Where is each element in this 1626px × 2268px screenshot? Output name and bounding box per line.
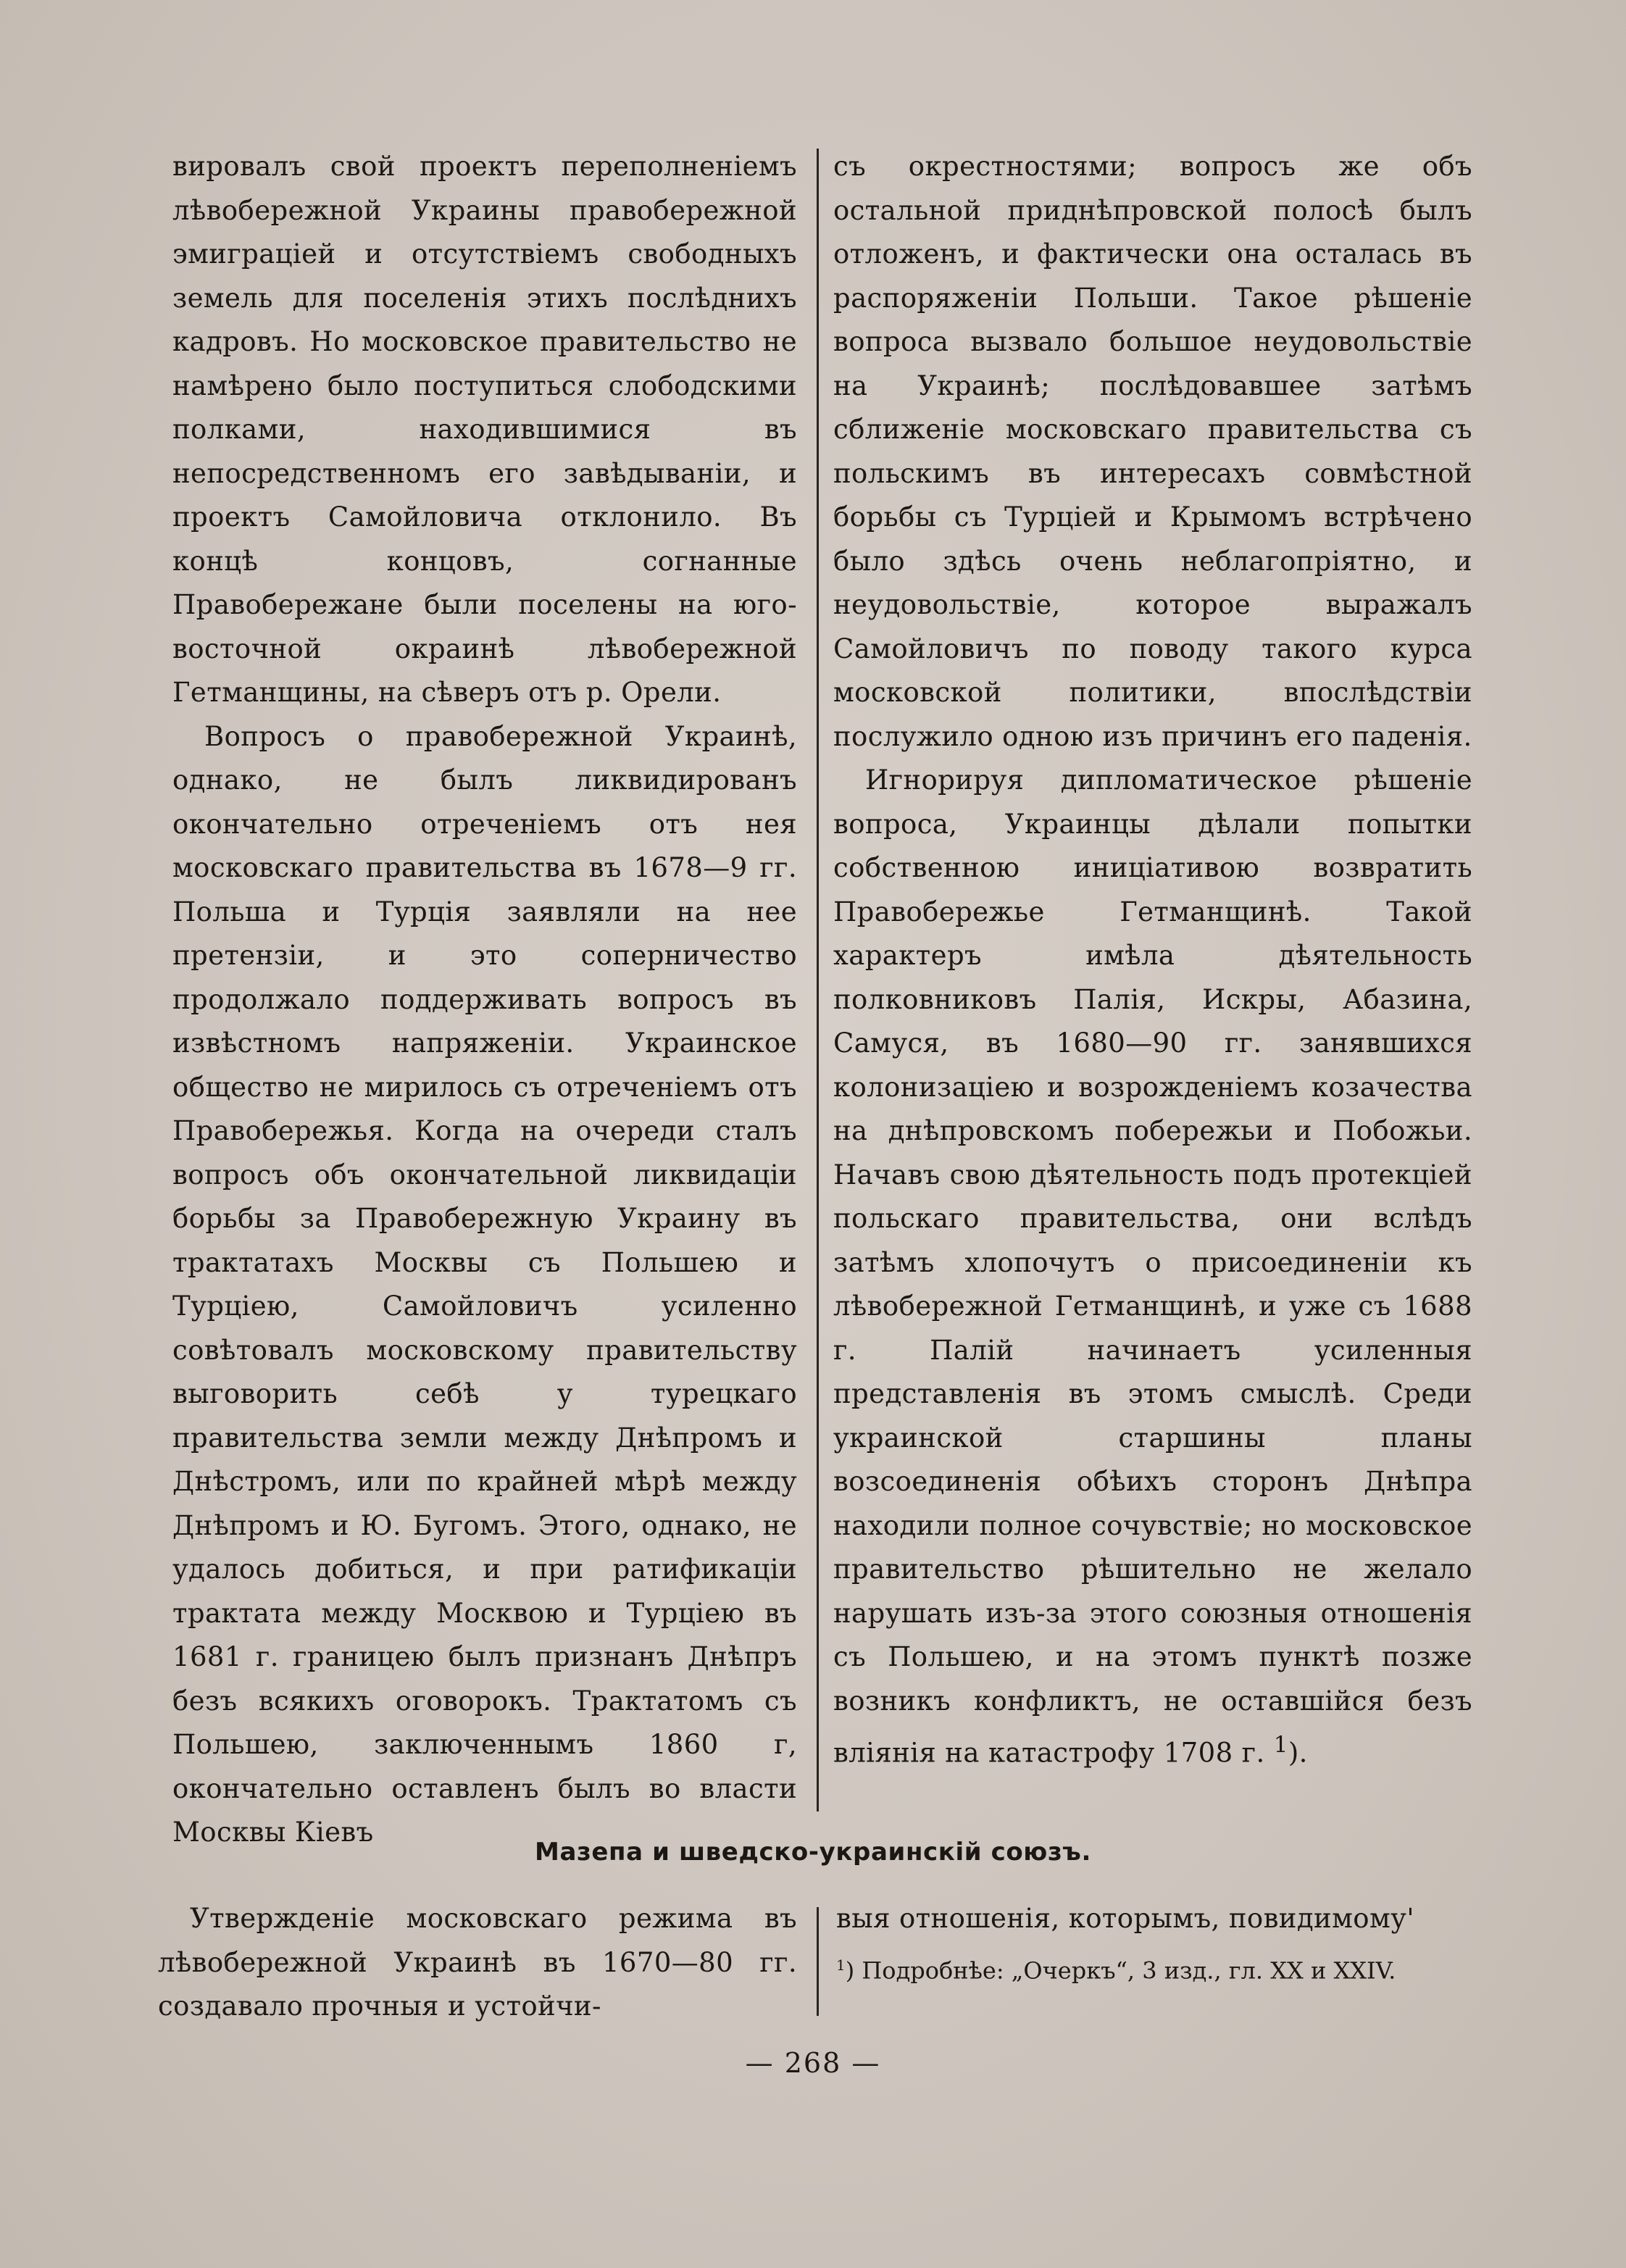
column-divider-top [817, 149, 819, 1812]
right-column [833, 145, 1472, 1775]
bottom-right-paragraph: выя отношенія, которымъ, повидимому' [836, 1903, 1414, 1934]
left-column [172, 145, 797, 1855]
right-paragraph-1: съ окрестностями; вопросъ же объ остальной приднѣпровской полосѣ былъ отложенъ, и фактически она осталась въ распоряженіи Польши. Такое рѣшеніе вопроса вызвало большое неудовольствіе на Украинѣ; послѣдовавшее затѣмъ сближеніе московскаго правительства съ польскимъ въ интересахъ совмѣстной борьбы съ Турціей и Крымомъ встрѣчено было здѣсь очень неблагопріятно, и неудовольствіе, которое выражалъ Самойловичъ по поводу такого курса московской политики, впослѣдствіи послужило одною изъ причинъ его паденія. [833, 151, 1472, 752]
section-heading: Мазепа и шведско-украинскій союзъ. [535, 1838, 1091, 1867]
right-paragraph-2-text: Игнорируя дипломатическое рѣшеніе вопроса, Украинцы дѣлали попытки собственною иниціативою возвратить Правобережье Гетманщинѣ. Такой характеръ имѣла дѣятельность полковниковъ Палія, Искры, Абазина, Самуся, въ 1680—90 гг. занявшихся колонизаціею и возрожденіемъ козачества на днѣпровскомъ побережьи и Побожьи. Начавъ свою дѣятельность подъ протекціей польскаго правительства, они вслѣдъ затѣмъ хлопочутъ о присоединеніи къ лѣвобережной Гетманщинѣ, и уже съ 1688 г. Палій начинаетъ усиленныя представленія въ этомъ смыслѣ. Среди украинской старшины планы возсоединенія обѣихъ сторонъ Днѣпра находили полное сочувствіе; но московское правительство рѣшительно не желало нарушать изъ-за этого союзныя отношенія съ Польшею, и на этомъ пунктѣ позже возникъ конфликтъ, не оставшійся безъ вліянія на катастрофу 1708 г. [833, 764, 1472, 1769]
footnote-marker: 1 [836, 1956, 846, 1974]
footnote-text: ) Подробнѣе: „Очеркъ“, 3 изд., гл. XX и XXIV. [845, 1956, 1396, 1985]
footnote-reference[interactable]: 1 [1273, 1732, 1288, 1758]
footnote [836, 1946, 1474, 1990]
right-paragraph-2 [833, 759, 1472, 1775]
bottom-right-column [836, 1897, 1481, 1941]
column-divider-bottom [817, 1907, 819, 2016]
left-paragraph-2: Вопросъ о правобережной Украинѣ, однако, не былъ ликвидированъ окончательно отреченіемъ отъ нея московскаго правительства въ 1678—9 гг. Польша и Турція заявляли на нее претензіи, и это соперничество продолжало поддерживать вопросъ въ извѣстномъ напряженіи. Украинское общество не мирилось съ отреченіемъ отъ Правобережья. Когда на очереди сталъ вопросъ объ окончательной ликвидаціи борьбы за Правобережную Украину въ трактатахъ Москвы съ Польшею и Турціею, Самойловичъ усиленно совѣтовалъ московскому правительству выговорить себѣ у турецкаго правительства земли между Днѣпромъ и Днѣстромъ, или по крайней мѣрѣ между Днѣпромъ и Ю. Бугомъ. Этого, однако, не удалось добиться, и при ратификаціи трактата между Москвою и Турціею въ 1681 г. границею былъ признанъ Днѣпръ безъ всякихъ оговорокъ. Трактатомъ съ Польшею, заключеннымъ 1860 г, окончательно оставленъ былъ во власти Москвы Кіевъ [172, 720, 797, 1848]
bottom-left-paragraph: Утвержденіе московскаго режима въ лѣвобережной Украинѣ въ 1670—80 гг. создавало прочныя и устойчи- [158, 1903, 797, 2022]
left-paragraph-1: вировалъ свой проектъ переполненіемъ лѣвобережной Украины правобережной эмиграціей и отсутствіемъ свободныхъ земель для поселенія этихъ послѣднихъ кадровъ. Но московское правительство не намѣрено было поступиться слободскими полками, находившимися въ непосредственномъ его завѣдываніи, и проектъ Самойловича отклонило. Въ концѣ концовъ, согнанные Правобережане были поселены на юго-восточной окраинѣ лѣвобережной Гетманщины, на сѣверъ отъ р. Орели. [172, 151, 797, 708]
right-paragraph-2-end: ). [1288, 1737, 1308, 1769]
bottom-left-column [158, 1897, 797, 2029]
page-number: — 268 — [745, 2047, 881, 2079]
